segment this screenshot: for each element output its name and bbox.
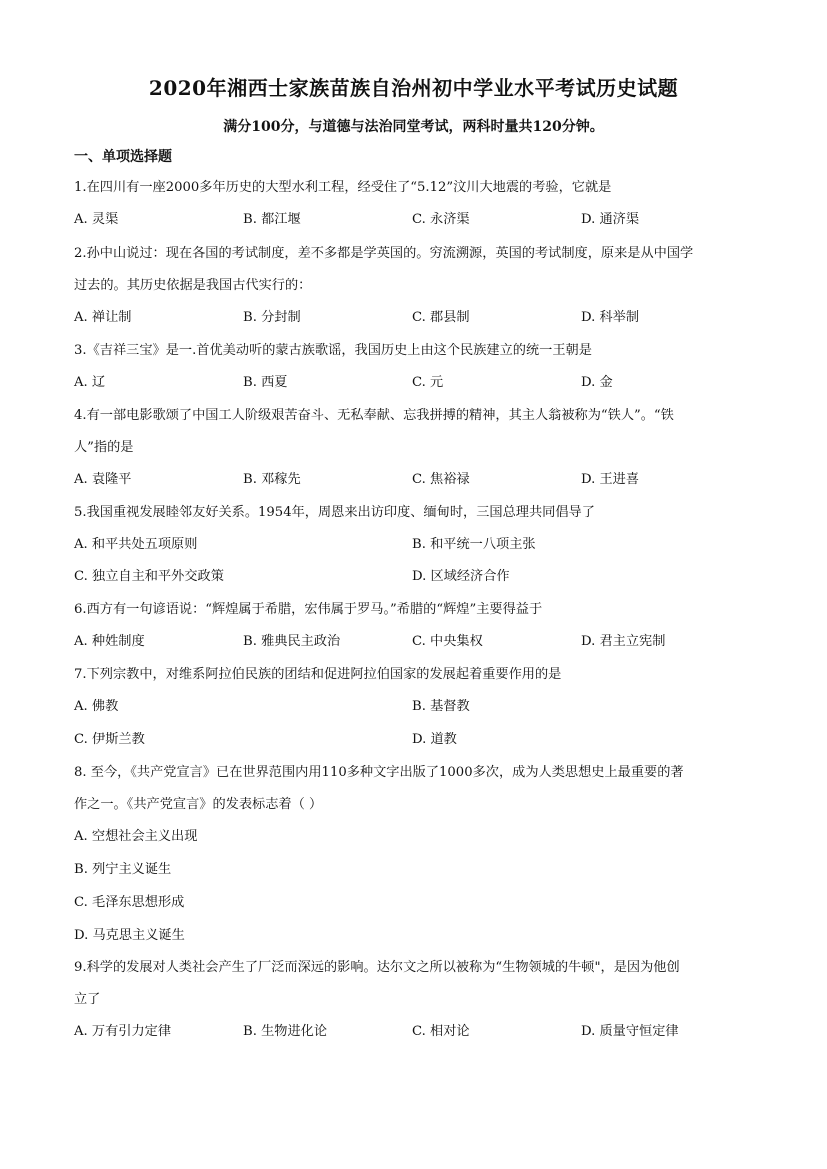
question-text: 8. 至今，《共产党宣言》已在世界范围内用110多种文字出版了1000多次，成为人类思想史上最重要的著 — [74, 765, 684, 780]
option-c: C. 永济渠 — [412, 212, 470, 227]
option-d: D. 君主立宪制 — [581, 634, 666, 649]
question-text: 9.科学的发展对人类社会产生了厂泛而深远的影响。达尔文之所以被称为“生物领城的牛顿"，是因为他创 — [74, 960, 680, 975]
question-8-option-a-row — [74, 825, 759, 849]
option-c: C. 伊斯兰教 — [74, 732, 145, 747]
option-b: B. 和平统一八项主张 — [412, 537, 536, 552]
question-8-option-c-row — [74, 891, 759, 915]
option-d: D. 区域经济合作 — [412, 569, 510, 584]
question-3-options — [74, 371, 759, 395]
question-2-options — [74, 306, 759, 330]
option-d: D. 道教 — [412, 732, 457, 747]
question-text: 3.《吉祥三宝》是一.首优美动听的蒙古族歌谣，我国历史上由这个民族建立的统一王朝是 — [74, 343, 592, 358]
question-7-options-row1 — [74, 695, 759, 719]
option-a: A. 禅让制 — [74, 310, 132, 325]
option-b: B. 分封制 — [243, 310, 301, 325]
option-b: B. 列宁主义诞生 — [74, 862, 172, 877]
option-a: A. 辽 — [74, 375, 106, 390]
option-c: C. 中央集权 — [412, 634, 483, 649]
option-b: B. 西夏 — [243, 375, 288, 390]
question-text: 过去的。其历史依据是我国古代实行的： — [74, 278, 312, 293]
page-subtitle: 满分100分，与道德与法治同堂考试，两科时量共120分钟。 — [223, 119, 604, 135]
option-b: B. 雅典民主政治 — [243, 634, 341, 649]
option-d: D. 金 — [581, 375, 613, 390]
question-5-options-row2 — [74, 565, 759, 589]
question-6-options — [74, 630, 759, 654]
question-3 — [74, 335, 759, 367]
question-text: 4.有一部电影歌颂了中国工人阶级艰苦奋斗、无私奉献、忘我拼搏的精神，其主人翁被称为“铁人”。“铁 — [74, 408, 674, 423]
question-text: 作之一。《共产党宣言》的发表标志着（ ） — [74, 797, 323, 812]
question-8 — [74, 757, 759, 821]
question-text: 2.孙中山说过：现在各国的考试制度，差不多都是学英国的。穷流溯源，英国的考试制度，原来是从中国学 — [74, 246, 694, 261]
option-c: C. 相对论 — [412, 1024, 470, 1039]
option-a: A. 种姓制度 — [74, 634, 145, 649]
option-d: D. 马克思主义诞生 — [74, 928, 185, 943]
option-d: D. 质量守恒定律 — [581, 1024, 679, 1039]
option-c: C. 郡县制 — [412, 310, 470, 325]
question-text: 1.在四川有一座2000多年历史的大型水利工程，经受住了“5.12”汶川大地震的考验，它就是 — [74, 180, 612, 195]
question-text: 5.我国重视发展睦邻友好关系。1954年，周恩来出访印度、缅甸时，三国总理共同倡导了 — [74, 505, 595, 520]
question-7 — [74, 659, 759, 691]
option-c: C. 焦裕禄 — [412, 472, 470, 487]
question-text: 人”指的是 — [74, 440, 134, 455]
option-d: D. 科举制 — [581, 310, 640, 325]
question-8-option-b-row — [74, 858, 759, 882]
question-9 — [74, 952, 759, 1016]
question-5-options-row1 — [74, 533, 759, 557]
option-c: C. 独立自主和平外交政策 — [74, 569, 224, 584]
question-1 — [74, 172, 759, 204]
option-a: A. 灵渠 — [74, 212, 119, 227]
question-1-options — [74, 208, 759, 232]
section-heading: 一、单项选择题 — [74, 149, 172, 165]
question-9-options — [74, 1020, 759, 1044]
question-text: 7.下列宗教中，对维系阿拉伯民族的团结和促进阿拉伯国家的发展起着重要作用的是 — [74, 667, 562, 682]
option-a: A. 和平共处五项原则 — [74, 537, 198, 552]
option-b: B. 基督教 — [412, 699, 470, 714]
question-text: 立了 — [74, 992, 101, 1007]
option-c: C. 毛泽东思想形成 — [74, 895, 185, 910]
question-6 — [74, 594, 759, 626]
option-a: A. 万有引力定律 — [74, 1024, 172, 1039]
question-2 — [74, 238, 759, 302]
option-c: C. 元 — [412, 375, 444, 390]
question-4 — [74, 400, 759, 464]
option-a: A. 袁隆平 — [74, 472, 132, 487]
option-b: B. 生物进化论 — [243, 1024, 328, 1039]
question-text: 6.西方有一句谚语说：“辉煌属于希腊，宏伟属于罗马。”希腊的“辉煌”主要得益于 — [74, 602, 543, 617]
page-title: 2020年湘西士家族苗族自治州初中学业水平考试历史试题 — [148, 76, 679, 100]
option-b: B. 邓稼先 — [243, 472, 301, 487]
question-4-options — [74, 468, 759, 492]
option-a: A. 空想社会主义出现 — [74, 829, 198, 844]
option-d: D. 王进喜 — [581, 472, 640, 487]
option-a: A. 佛教 — [74, 699, 119, 714]
question-5 — [74, 497, 759, 529]
option-d: D. 通济渠 — [581, 212, 640, 227]
question-8-option-d-row — [74, 924, 759, 948]
option-b: B. 都江堰 — [243, 212, 301, 227]
question-7-options-row2 — [74, 728, 759, 752]
